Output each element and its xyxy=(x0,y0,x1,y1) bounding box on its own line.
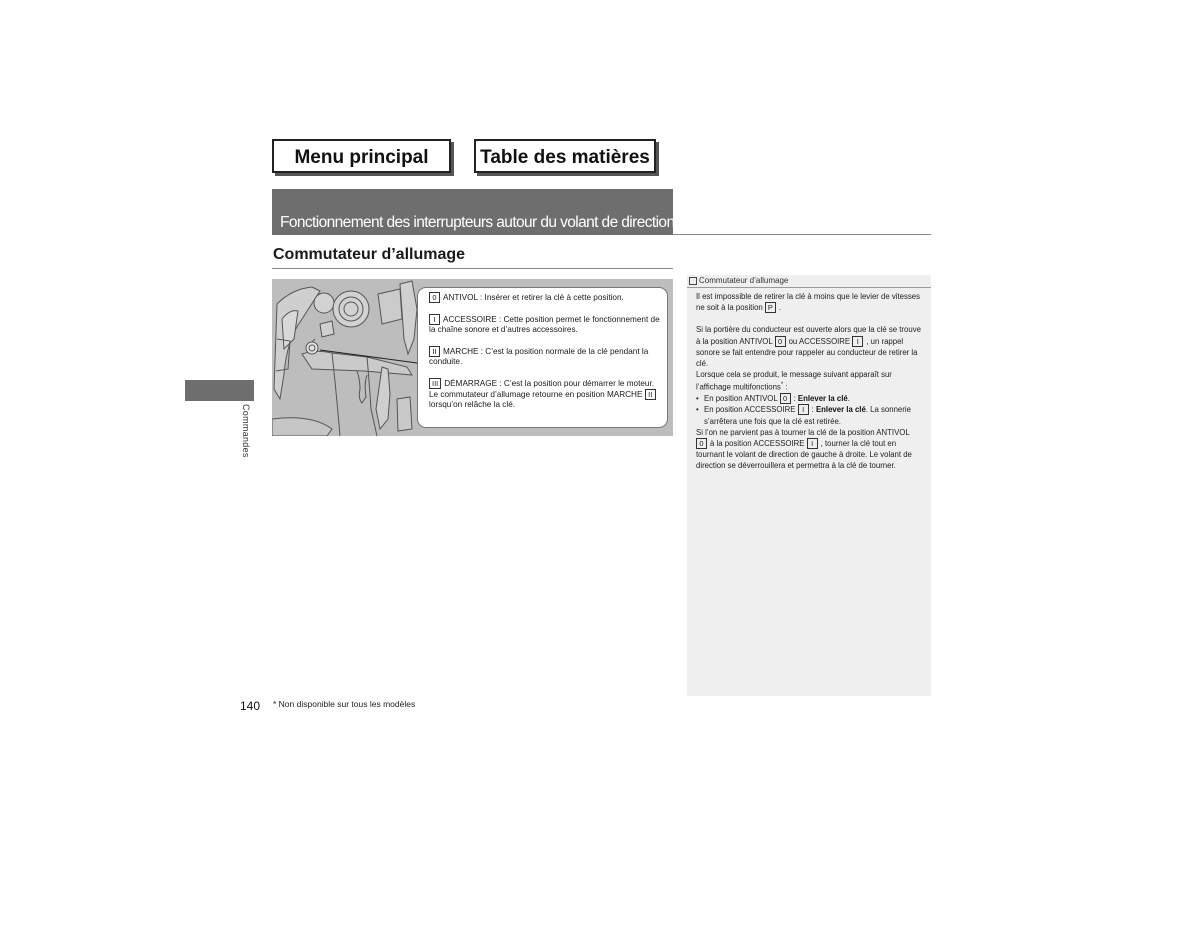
key-position-badge: II xyxy=(429,346,440,357)
side-note-heading xyxy=(687,276,931,285)
note-text: La sonnerie s’arrêtera une fois que la clé est retirée. xyxy=(704,405,911,426)
chapter-tab-label: Commandes xyxy=(241,404,251,458)
position-start-desc xyxy=(429,378,660,411)
note-text: Si la portière du conducteur est ouverte alors que la clé se trouve à la position ANTIVOL xyxy=(696,325,921,346)
key-position-badge: II xyxy=(645,389,656,400)
key-position-badge: I xyxy=(807,438,818,449)
title-divider xyxy=(673,234,931,235)
key-position-badge: 0 xyxy=(775,336,786,347)
note-text: ou ACCESSOIRE xyxy=(788,336,851,346)
note-text: Si l’on ne parvient pas à tourner la clé de la position ANTIVOL xyxy=(696,427,910,437)
position-text: DÉMARRAGE : C’est la position pour démarrer le moteur. Le commutateur d’allumage retourne en position MARCHE xyxy=(429,378,655,399)
message-text: Enlever la clé xyxy=(797,394,848,404)
key-position-badge: I xyxy=(429,314,440,325)
note-paragraph xyxy=(696,324,924,369)
position-lock-desc xyxy=(429,292,660,303)
key-position-badge: I xyxy=(852,336,863,347)
note-text: Lorsque cela se produit, le message suivant apparaît sur l’affichage multifonctions xyxy=(696,370,892,393)
side-note-heading-text: Commutateur d’allumage xyxy=(699,276,789,285)
note-text: , tourner la clé tout en tournant le volant de direction de gauche à droite. Le volant de direction se déverrouillera et permettra à la clé de tourner. xyxy=(696,439,912,471)
page-number: 140 xyxy=(240,699,261,713)
key-position-badge: I xyxy=(798,404,809,415)
table-of-contents-button[interactable]: Table des matières xyxy=(474,139,656,173)
note-paragraph xyxy=(696,427,924,472)
note-text: à la position ACCESSOIRE xyxy=(710,439,805,449)
footnote: * Non disponible sur tous les modèles xyxy=(273,699,416,709)
key-position-badge: III xyxy=(429,378,441,389)
note-bullet: • En position ACCESSOIRE I : Enlever la clé. La sonnerie s’arrêtera une fois que la clé est retirée. xyxy=(696,404,924,426)
note-text: , un rappel sonore se fait entendre pour rappeler au conducteur de retirer la clé. xyxy=(696,336,918,369)
position-text: lorsqu’on relâche la clé. xyxy=(429,399,516,409)
position-text: MARCHE : C’est la position normale de la clé pendant la conduite. xyxy=(429,346,649,366)
note-text: Il est impossible de retirer la clé à moins que le levier de vitesses ne soit à la position xyxy=(696,292,921,313)
chapter-tab[interactable] xyxy=(185,380,254,401)
section-title-bar xyxy=(272,189,673,235)
note-icon xyxy=(689,277,697,285)
side-note-body xyxy=(696,291,924,472)
side-note-divider xyxy=(687,287,931,288)
ignition-positions-callout xyxy=(417,287,668,428)
position-text: ACCESSOIRE : Cette position permet le fonctionnement de la chaîne sonore et d’autres accessoires. xyxy=(429,314,660,334)
position-accessory-desc xyxy=(429,314,660,335)
section-title: Fonctionnement des interrupteurs autour du volant de direction xyxy=(280,214,675,231)
position-on-desc xyxy=(429,346,660,367)
note-paragraph: Lorsque cela se produit, le message suivant apparaît sur l’affichage multifonctions* : xyxy=(696,370,892,393)
message-text: Enlever la clé xyxy=(815,405,866,415)
note-paragraph: Il est impossible de retirer la clé à moins que le levier de vitesses ne soit à la position P . xyxy=(696,292,921,313)
subsection-divider xyxy=(272,268,673,269)
position-text: ANTIVOL : Insérer et retirer la clé à cette position. xyxy=(443,293,624,302)
note-text: En position ANTIVOL xyxy=(704,394,778,404)
main-menu-button[interactable]: Menu principal xyxy=(272,139,451,173)
note-text: En position ACCESSOIRE xyxy=(704,405,796,415)
subsection-title: Commutateur d’allumage xyxy=(273,246,466,263)
key-position-badge: 0 xyxy=(696,438,707,449)
footnote-marker: * xyxy=(780,382,784,389)
key-position-badge: 0 xyxy=(429,292,440,303)
key-position-badge: P xyxy=(765,302,776,313)
note-bullet: • En position ANTIVOL 0 : Enlever la clé. xyxy=(696,393,924,404)
key-position-badge: 0 xyxy=(780,393,791,404)
